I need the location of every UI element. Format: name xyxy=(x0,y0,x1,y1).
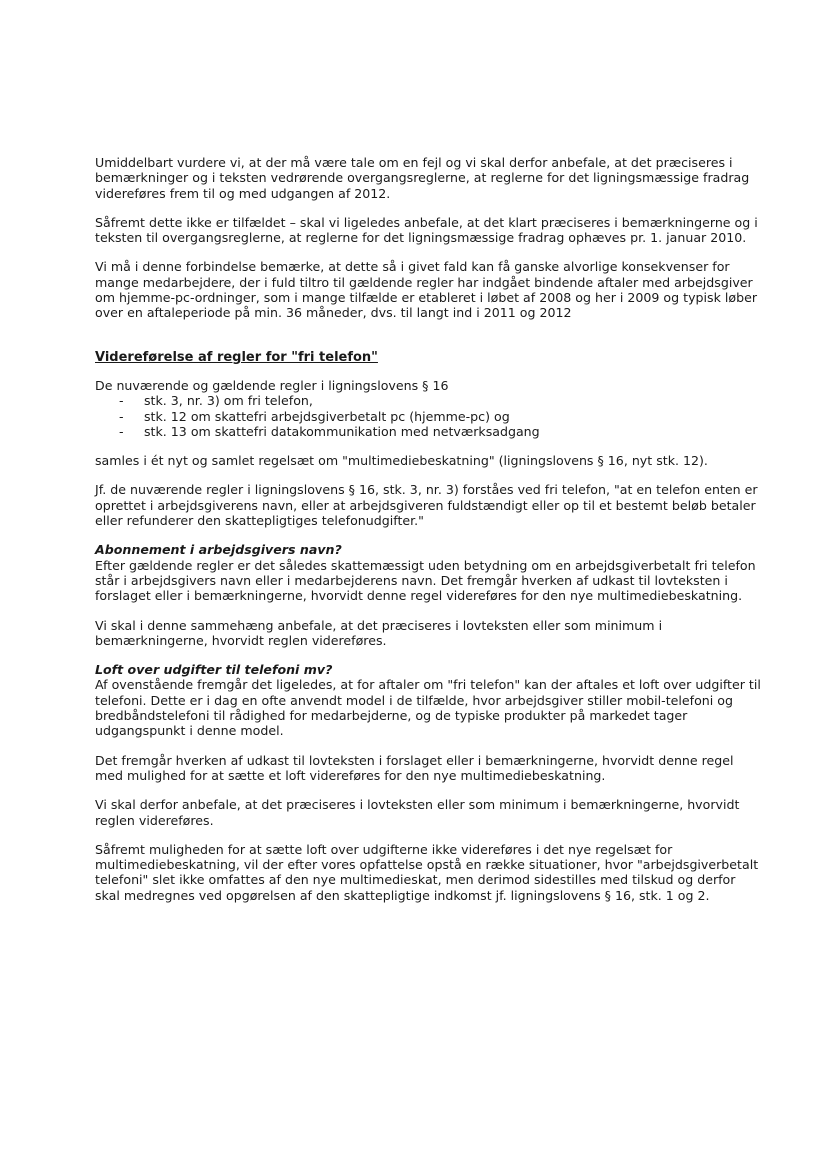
list-item xyxy=(95,393,763,408)
section-title-fri-telefon: Videreførelse af regler for "fri telefon" xyxy=(95,349,378,365)
list-item xyxy=(95,424,763,439)
list-item xyxy=(95,409,763,424)
section-intro: De nuværende og gældende regler i ligningslovens § 16 xyxy=(95,377,449,393)
subheading-abonnement: Abonnement i arbejdsgivers navn? xyxy=(95,542,342,558)
bullet-dash: - xyxy=(119,423,124,439)
list-item-text: stk. 12 om skattefri arbejdsgiverbetalt pc (hjemme-pc) og xyxy=(144,408,510,424)
subheading-loft: Loft over udgifter til telefoni mv? xyxy=(95,662,333,678)
paragraph-konsekvenser: Vi må i denne forbindelse bemærke, at dette så i givet fald kan få ganske alvorlige konsekvenser for mange medarbejdere, der i fuld tiltro til gældende regler har indgået bindende aftaler med arbejdsgiver om hjemme-pc-ordninger, som i mange tilfælde er etableret i løbet af 2008 og her i 2009 og typisk løber over en aftaleperiode på min. 36 måneder, dvs. til langt ind i 2011 og 2012 xyxy=(95,259,758,321)
rules-list xyxy=(95,393,763,439)
paragraph-definition-fri-telefon: Jf. de nuværende regler i ligningslovens § 16, stk. 3, nr. 3) forståes ved fri telefon, "at en telefon enten er oprettet i arbejdsgiverens navn, eller at arbejdsgiveren fuldstændigt eller op til et bestemt beløb betaler eller refunderer den skattepligtiges telefonudgifter." xyxy=(95,482,758,529)
list-item-text: stk. 13 om skattefri datakommunikation med netværksadgang xyxy=(144,423,540,439)
paragraph-abonnement-anbefaling: Vi skal i denne sammehæng anbefale, at det præciseres i lovteksten eller som minimum i bemærkningerne, hvorvidt reglen videreføres. xyxy=(95,617,663,648)
bullet-dash: - xyxy=(119,408,124,424)
paragraph-loft-udkast: Det fremgår hverken af udkast til lovteksten i forslaget eller i bemærkningerne, hvorvidt denne regel med mulighed for at sætte et loft videreføres for den nye multimediebeskatning. xyxy=(95,752,734,783)
paragraph-ophaevelse: Såfremt dette ikke er tilfældet – skal vi ligeledes anbefale, at det klart præciseres i bemærkningerne og i teksten til overgangsreglerne, at reglerne for det ligningsmæssige fradrag ophæves pr. 1. januar 2010. xyxy=(95,214,758,246)
paragraph-overgangsregler: Umiddelbart vurdere vi, at der må være tale om en fejl og vi skal derfor anbefale, at det præciseres i bemærkninger og i teksten vedrørende overgangsreglerne, at reglerne for det ligningsmæssige fradrag videreføres frem til og med udgangen af 2012. xyxy=(95,155,750,201)
list-item-text: stk. 3, nr. 3) om fri telefon, xyxy=(144,393,313,409)
document-body xyxy=(95,155,763,903)
paragraph-samlet-regelsaet: samles i ét nyt og samlet regelsæt om "multimediebeskatning" (ligningslovens § 16, nyt stk. 12). xyxy=(95,453,708,469)
paragraph-loft-anbefaling: Vi skal derfor anbefale, at det præciseres i lovteksten eller som minimum i bemærkningerne, hvorvidt reglen videreføres. xyxy=(95,797,740,828)
paragraph-loft: Af ovenstående fremgår det ligeledes, at for aftaler om "fri telefon" kan der aftales et loft over udgifter til telefoni. Dette er i dag en ofte anvendt model i de tilfælde, hvor arbejdsgiver stiller mobil-telefoni og bredbåndstelefoni til rådighed for medarbejderne, og de typiske produkter på markedet tager udgangspunkt i denne model. xyxy=(95,677,761,739)
paragraph-abonnement: Efter gældende regler er det således skattemæssigt uden betydning om en arbejdsgiverbetalt fri telefon står i arbejdsgivers navn eller i medarbejderens navn. Det fremgår hverken af udkast til lovteksten i forslaget eller i bemærkningerne, hvorvidt denne regel videreføres for den nye multimediebeskatning. xyxy=(95,557,756,604)
bullet-dash: - xyxy=(119,393,124,409)
paragraph-loft-konsekvens: Såfremt muligheden for at sætte loft over udgifterne ikke videreføres i det nye regelsæt for multimediebeskatning, vil der efter vores opfattelse opstå en række situationer, hvor "arbejdsgiverbetalt telefoni" slet ikke omfattes af den nye multimedieskat, men derimod sidestilles med tilskud og derfor skal medregnes ved opgørelsen af den skattepligtige indkomst jf. ligningslovens § 16, stk. 1 og 2. xyxy=(95,841,759,903)
